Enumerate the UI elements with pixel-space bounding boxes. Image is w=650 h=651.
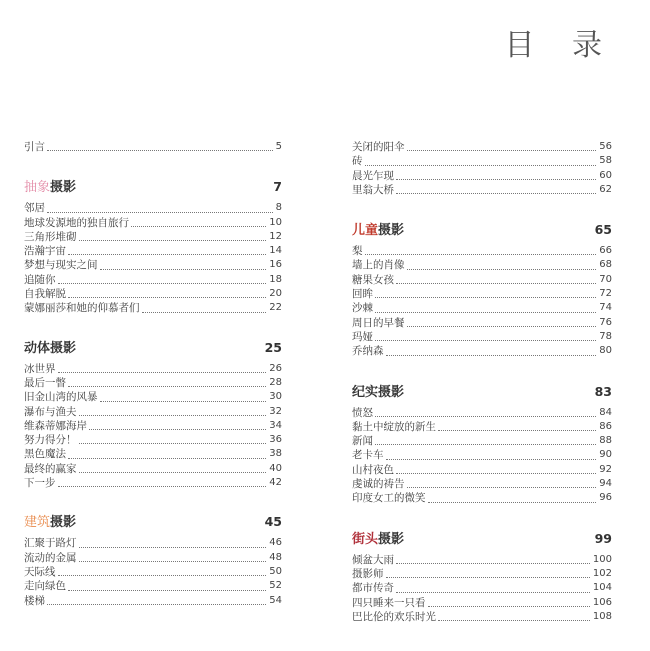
- section-title: [24, 511, 76, 530]
- section-title-highlight: 纪实: [352, 384, 379, 400]
- section-heading[interactable]: [352, 528, 612, 547]
- section-title-rest: 摄影: [50, 515, 77, 531]
- entry-page: 34: [269, 419, 282, 431]
- toc-right-column: [352, 140, 612, 646]
- entry-page: 60: [599, 169, 612, 181]
- dot-leader: [58, 574, 267, 576]
- entry-page: 30: [269, 391, 282, 403]
- entry-title: 关闭的阳伞: [352, 141, 405, 153]
- toc-section: [24, 176, 282, 315]
- toc-entry[interactable]: [352, 244, 612, 258]
- dot-leader: [407, 149, 597, 151]
- entry-title: 乔纳森: [352, 345, 384, 358]
- toc-entry[interactable]: [352, 610, 612, 624]
- entry-page: 12: [269, 230, 282, 242]
- toc-entry[interactable]: [24, 201, 282, 215]
- dot-leader: [396, 472, 596, 474]
- entry-page: 5: [275, 141, 282, 152]
- toc-left-column: [24, 140, 282, 629]
- dot-leader: [407, 486, 597, 488]
- entry-title: 引言: [24, 141, 45, 153]
- section-heading[interactable]: [24, 511, 282, 530]
- section-heading[interactable]: [24, 337, 282, 356]
- entry-page: 108: [592, 610, 612, 622]
- section-title-highlight: 儿童: [352, 223, 379, 239]
- dot-leader: [407, 325, 597, 327]
- entry-title: 梦想与现实之间: [24, 259, 98, 272]
- section-title: [352, 528, 404, 547]
- dot-leader: [100, 268, 267, 270]
- entry-page: 106: [592, 596, 612, 608]
- right-lead-entries: [352, 140, 612, 197]
- toc-entry[interactable]: [352, 287, 612, 301]
- toc-entry[interactable]: [24, 301, 282, 315]
- entry-title: 三角形堆砌: [24, 230, 77, 243]
- toc-entry[interactable]: [24, 419, 282, 433]
- toc-entry[interactable]: [24, 536, 282, 550]
- section-title-highlight: 动体: [24, 340, 51, 356]
- entry-page: 14: [269, 245, 282, 257]
- section-title-rest: 摄影: [50, 180, 77, 196]
- entry-title: 地球发源地的独自旅行: [24, 216, 129, 229]
- entry-title: 印度女工的微笑: [352, 492, 426, 505]
- dot-leader: [47, 149, 273, 151]
- dot-leader: [79, 442, 267, 444]
- toc-entry[interactable]: [24, 405, 282, 419]
- dot-leader: [142, 311, 267, 313]
- section-page: 99: [594, 530, 612, 546]
- toc-entry[interactable]: [24, 244, 282, 258]
- dot-leader: [68, 457, 266, 459]
- entry-page: 36: [269, 434, 282, 446]
- toc-section: [352, 528, 612, 624]
- section-heading[interactable]: [352, 381, 612, 400]
- dot-leader: [438, 429, 596, 431]
- toc-entry[interactable]: [24, 462, 282, 476]
- dot-leader: [375, 311, 596, 313]
- dot-leader: [375, 415, 596, 417]
- entry-page: 104: [592, 582, 612, 594]
- entry-title: 旧金山湾的风暴: [24, 391, 98, 404]
- dot-leader: [375, 443, 596, 445]
- toc-entry[interactable]: [352, 491, 612, 505]
- toc-entry[interactable]: [352, 316, 612, 330]
- toc-entry[interactable]: [24, 230, 282, 244]
- entry-title: 周日的早餐: [352, 316, 405, 329]
- entry-page: 40: [269, 462, 282, 474]
- dot-leader: [79, 239, 267, 241]
- toc-entry[interactable]: [24, 362, 282, 376]
- toc-entry[interactable]: [352, 273, 612, 287]
- section-heading[interactable]: [352, 219, 612, 238]
- entry-title: 走向绿色: [24, 580, 66, 593]
- entry-page: 78: [599, 330, 612, 342]
- entry-title: 邻居: [24, 202, 45, 215]
- entry-title: 沙棘: [352, 302, 373, 315]
- section-title-rest: 摄影: [378, 223, 405, 239]
- entry-page: 10: [269, 216, 282, 228]
- dot-leader: [396, 282, 596, 284]
- section-title: [352, 381, 404, 400]
- section-title-highlight: 建筑: [24, 515, 51, 531]
- toc-entry[interactable]: [24, 376, 282, 390]
- section-title: [24, 176, 76, 195]
- entry-title: 都市传奇: [352, 582, 394, 595]
- toc-entry[interactable]: [352, 596, 612, 610]
- toc-entry[interactable]: [24, 140, 282, 154]
- toc-entry[interactable]: [352, 406, 612, 420]
- section-title: [24, 337, 76, 356]
- entry-page: 26: [269, 362, 282, 374]
- section-title-rest: 摄影: [50, 340, 77, 356]
- entry-title: 下一步: [24, 477, 56, 490]
- toc-entry[interactable]: [24, 390, 282, 404]
- toc-entry[interactable]: [352, 154, 612, 168]
- page-title: 目 录: [504, 28, 616, 63]
- dot-leader: [58, 371, 267, 373]
- entry-title: 虔诚的祷告: [352, 478, 405, 491]
- entry-title: 新闻: [352, 435, 373, 448]
- toc-entry[interactable]: [24, 565, 282, 579]
- toc-entry[interactable]: [24, 433, 282, 447]
- entry-title: 黏土中绽放的新生: [352, 420, 436, 433]
- dot-leader: [79, 414, 267, 416]
- dot-leader: [100, 400, 267, 402]
- entry-title: 瀑布与渔夫: [24, 405, 77, 418]
- section-page: 83: [594, 383, 612, 399]
- entry-title: 回眸: [352, 288, 373, 301]
- entry-title: 糖果女孩: [352, 273, 394, 286]
- dot-leader: [47, 603, 266, 605]
- toc-entry[interactable]: [352, 477, 612, 491]
- entry-page: 18: [269, 273, 282, 285]
- entry-title: 追随你: [24, 273, 56, 286]
- dot-leader: [375, 296, 596, 298]
- entry-title: 砖: [352, 155, 363, 168]
- entry-page: 90: [599, 449, 612, 461]
- entry-page: 84: [599, 406, 612, 418]
- entry-title: 黑色魔法: [24, 448, 66, 461]
- toc-entry[interactable]: [352, 448, 612, 462]
- section-page: 25: [264, 339, 282, 355]
- dot-leader: [89, 428, 266, 430]
- toc-entry[interactable]: [352, 567, 612, 581]
- toc-entry[interactable]: [352, 301, 612, 315]
- toc-entry[interactable]: [352, 434, 612, 448]
- toc-entry[interactable]: [24, 447, 282, 461]
- section-page: 7: [273, 179, 282, 195]
- toc-entry[interactable]: [352, 169, 612, 183]
- dot-leader: [428, 501, 597, 503]
- toc-entry[interactable]: [352, 183, 612, 197]
- dot-leader: [438, 619, 590, 621]
- dot-leader: [375, 339, 596, 341]
- toc-entry[interactable]: [352, 344, 612, 358]
- entry-title: 楼梯: [24, 594, 45, 607]
- dot-leader: [396, 192, 596, 194]
- entry-page: 80: [599, 345, 612, 357]
- dot-leader: [396, 591, 590, 593]
- entry-page: 92: [599, 463, 612, 475]
- entry-page: 8: [275, 202, 282, 214]
- entry-title: 维森蒂娜海岸: [24, 419, 87, 432]
- dot-leader: [407, 268, 597, 270]
- toc-entry[interactable]: [352, 581, 612, 595]
- toc-entry[interactable]: [24, 216, 282, 230]
- entry-page: 32: [269, 405, 282, 417]
- entry-title: 里翁大桥: [352, 183, 394, 196]
- entry-title: 晨光乍现: [352, 169, 394, 182]
- entry-title: 巴比伦的欢乐时光: [352, 610, 436, 623]
- dot-leader: [68, 385, 266, 387]
- entry-title: 蒙娜丽莎和她的仰慕者们: [24, 302, 140, 315]
- section-page: 45: [264, 514, 282, 530]
- entry-title: 愤怒: [352, 406, 373, 419]
- dot-leader: [68, 296, 266, 298]
- toc-entry[interactable]: [352, 463, 612, 477]
- section-heading[interactable]: [24, 176, 282, 195]
- entry-title: 自我解脱: [24, 288, 66, 301]
- entry-title: 墙上的肖像: [352, 259, 405, 272]
- entry-title: 汇聚于路灯: [24, 537, 77, 550]
- entry-page: 28: [269, 376, 282, 388]
- toc-section: [24, 337, 282, 491]
- entry-page: 100: [592, 553, 612, 565]
- entry-title: 摄影师: [352, 567, 384, 580]
- entry-title: 老卡车: [352, 449, 384, 462]
- toc-entry[interactable]: [24, 287, 282, 301]
- entry-page: 88: [599, 435, 612, 447]
- entry-page: 50: [269, 565, 282, 577]
- entry-page: 68: [599, 259, 612, 271]
- toc-entry[interactable]: [24, 258, 282, 272]
- dot-leader: [58, 282, 267, 284]
- toc-entry[interactable]: [352, 553, 612, 567]
- toc-section: [352, 219, 612, 358]
- entry-page: 72: [599, 288, 612, 300]
- toc-entry[interactable]: [352, 258, 612, 272]
- dot-leader: [365, 164, 597, 166]
- entry-title: 努力得分！: [24, 434, 77, 447]
- entry-page: 52: [269, 580, 282, 592]
- dot-leader: [79, 560, 267, 562]
- dot-leader: [58, 485, 267, 487]
- entry-page: 58: [599, 155, 612, 167]
- dot-leader: [386, 576, 590, 578]
- section-title-highlight: 抽象: [24, 180, 51, 196]
- dot-leader: [47, 211, 273, 213]
- dot-leader: [68, 253, 266, 255]
- dot-leader: [79, 471, 267, 473]
- section-title-rest: 摄影: [378, 384, 405, 400]
- toc-entry[interactable]: [24, 594, 282, 608]
- entry-title: 天际线: [24, 565, 56, 578]
- dot-leader: [365, 253, 597, 255]
- entry-title: 山村夜色: [352, 463, 394, 476]
- entry-title: 冰世界: [24, 362, 56, 375]
- section-title: [352, 219, 404, 238]
- entry-title: 最终的赢家: [24, 462, 77, 475]
- entry-page: 22: [269, 302, 282, 314]
- entry-title: 四只睡来一只看: [352, 596, 426, 609]
- toc-entry[interactable]: [352, 330, 612, 344]
- entry-page: 46: [269, 537, 282, 549]
- dot-leader: [396, 562, 590, 564]
- entry-page: 20: [269, 288, 282, 300]
- entry-page: 16: [269, 259, 282, 271]
- entry-title: 梨: [352, 245, 363, 258]
- dot-leader: [79, 546, 267, 548]
- entry-page: 96: [599, 492, 612, 504]
- section-title-rest: 摄影: [378, 531, 405, 547]
- entry-page: 48: [269, 551, 282, 563]
- entry-title: 最后一瞥: [24, 376, 66, 389]
- toc-section: [352, 381, 612, 506]
- entry-page: 66: [599, 245, 612, 257]
- entry-title: 玛娅: [352, 330, 373, 343]
- toc-entry[interactable]: [24, 273, 282, 287]
- entry-page: 42: [269, 477, 282, 489]
- toc-entry[interactable]: [24, 579, 282, 593]
- entry-title: 倾盆大雨: [352, 553, 394, 566]
- entry-title: 流动的金属: [24, 551, 77, 564]
- entry-page: 102: [592, 567, 612, 579]
- entry-page: 38: [269, 448, 282, 460]
- dot-leader: [131, 225, 266, 227]
- dot-leader: [386, 354, 597, 356]
- entry-page: 94: [599, 478, 612, 490]
- toc-entry[interactable]: [352, 420, 612, 434]
- section-title-highlight: 街头: [352, 531, 379, 547]
- entry-page: 76: [599, 316, 612, 328]
- toc-entry[interactable]: [24, 476, 282, 490]
- toc-entry[interactable]: [352, 140, 612, 154]
- left-sections: [24, 176, 282, 608]
- dot-leader: [428, 605, 590, 607]
- dot-leader: [396, 178, 596, 180]
- entry-page: 74: [599, 302, 612, 314]
- right-sections: [352, 219, 612, 624]
- entry-page: 54: [269, 594, 282, 606]
- section-page: 65: [594, 222, 612, 238]
- entry-page: 56: [599, 141, 612, 152]
- dot-leader: [68, 589, 266, 591]
- dot-leader: [386, 458, 597, 460]
- toc-section: [24, 511, 282, 607]
- entry-page: 86: [599, 420, 612, 432]
- entry-page: 62: [599, 183, 612, 195]
- entry-title: 浩瀚宇宙: [24, 245, 66, 258]
- entry-page: 70: [599, 273, 612, 285]
- toc-entry[interactable]: [24, 551, 282, 565]
